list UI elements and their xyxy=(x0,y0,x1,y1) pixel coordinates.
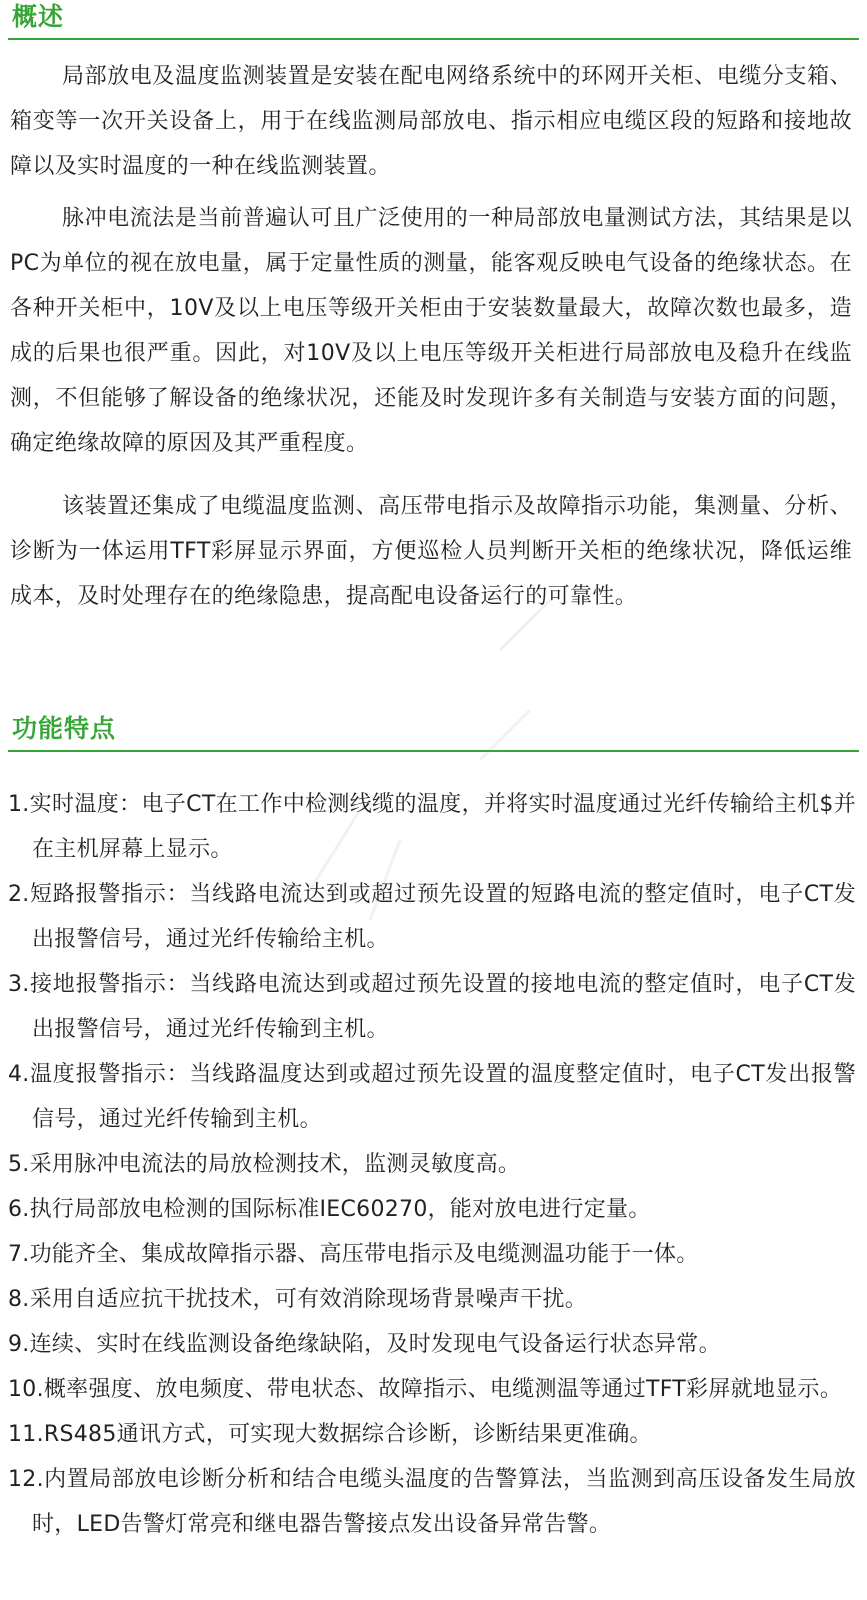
feature-item-1: 1.实时温度：电子CT在工作中检测线缆的温度，并将实时温度通过光纤传输给主机$并在主机屏幕上显示。 xyxy=(8,792,856,862)
overview-paragraph-3: 该装置还集成了电缆温度监测、高压带电指示及故障指示功能，集测量、分析、诊断为一体运用TFT彩屏显示界面，方便巡检人员判断开关柜的绝缘状况，降低运维成本，及时处理存在的绝缘隐患，提高配电设备运行的可靠性。 xyxy=(10,494,852,609)
feature-item-11: 11.RS485通讯方式，可实现大数据综合诊断，诊断结果更准确。 xyxy=(8,1422,652,1447)
feature-item-2: 2.短路报警指示：当线路电流达到或超过预先设置的短路电流的整定值时，电子CT发出报警信号，通过光纤传输给主机。 xyxy=(8,882,856,952)
overview-paragraph-2: 脉冲电流法是当前普遍认可且广泛使用的一种局部放电量测试方法，其结果是以PC为单位的视在放电量，属于定量性质的测量，能客观反映电气设备的绝缘状态。在各种开关柜中，10V及以上电压等级开关柜由于安装数量最大，故障次数也最多，造成的后果也很严重。因此，对10V及以上电压等级开关柜进行局部放电及稳升在线监测，不但能够了解设备的绝缘状况，还能及时发现许多有关制造与安装方面的问题，确定绝缘故障的原因及其严重程度。 xyxy=(10,206,852,456)
feature-item-5: 5.采用脉冲电流法的局放检测技术，监测灵敏度高。 xyxy=(8,1152,521,1177)
overview-title: 概述 xyxy=(12,2,65,31)
feature-item-9: 9.连续、实时在线监测设备绝缘缺陷，及时发现电气设备运行状态异常。 xyxy=(8,1332,721,1357)
features-title: 功能特点 xyxy=(12,714,117,743)
feature-item-3: 3.接地报警指示：当线路电流达到或超过预先设置的接地电流的整定值时，电子CT发出报警信号，通过光纤传输到主机。 xyxy=(8,972,856,1042)
features-list xyxy=(8,782,856,1547)
feature-item-10: 10.概率强度、放电频度、带电状态、故障指示、电缆测温等通过TFT彩屏就地显示。 xyxy=(8,1377,843,1402)
feature-item-6: 6.执行局部放电检测的国际标准IEC60270，能对放电进行定量。 xyxy=(8,1197,651,1222)
feature-item-12: 12.内置局部放电诊断分析和结合电缆头温度的告警算法，当监测到高压设备发生局放时，LED告警灯常亮和继电器告警接点发出设备异常告警。 xyxy=(8,1467,856,1537)
overview-paragraph-1: 局部放电及温度监测装置是安装在配电网络系统中的环网开关柜、电缆分支箱、箱变等一次开关设备上，用于在线监测局部放电、指示相应电缆区段的短路和接地故障以及实时温度的一种在线监测装置。 xyxy=(10,64,852,179)
overview-divider xyxy=(8,38,859,40)
feature-item-4: 4.温度报警指示：当线路温度达到或超过预先设置的温度整定值时，电子CT发出报警信号，通过光纤传输到主机。 xyxy=(8,1062,856,1132)
feature-item-7: 7.功能齐全、集成故障指示器、高压带电指示及电缆测温功能于一体。 xyxy=(8,1242,699,1267)
feature-item-8: 8.采用自适应抗干扰技术，可有效消除现场背景噪声干扰。 xyxy=(8,1287,588,1312)
features-divider xyxy=(8,750,859,752)
